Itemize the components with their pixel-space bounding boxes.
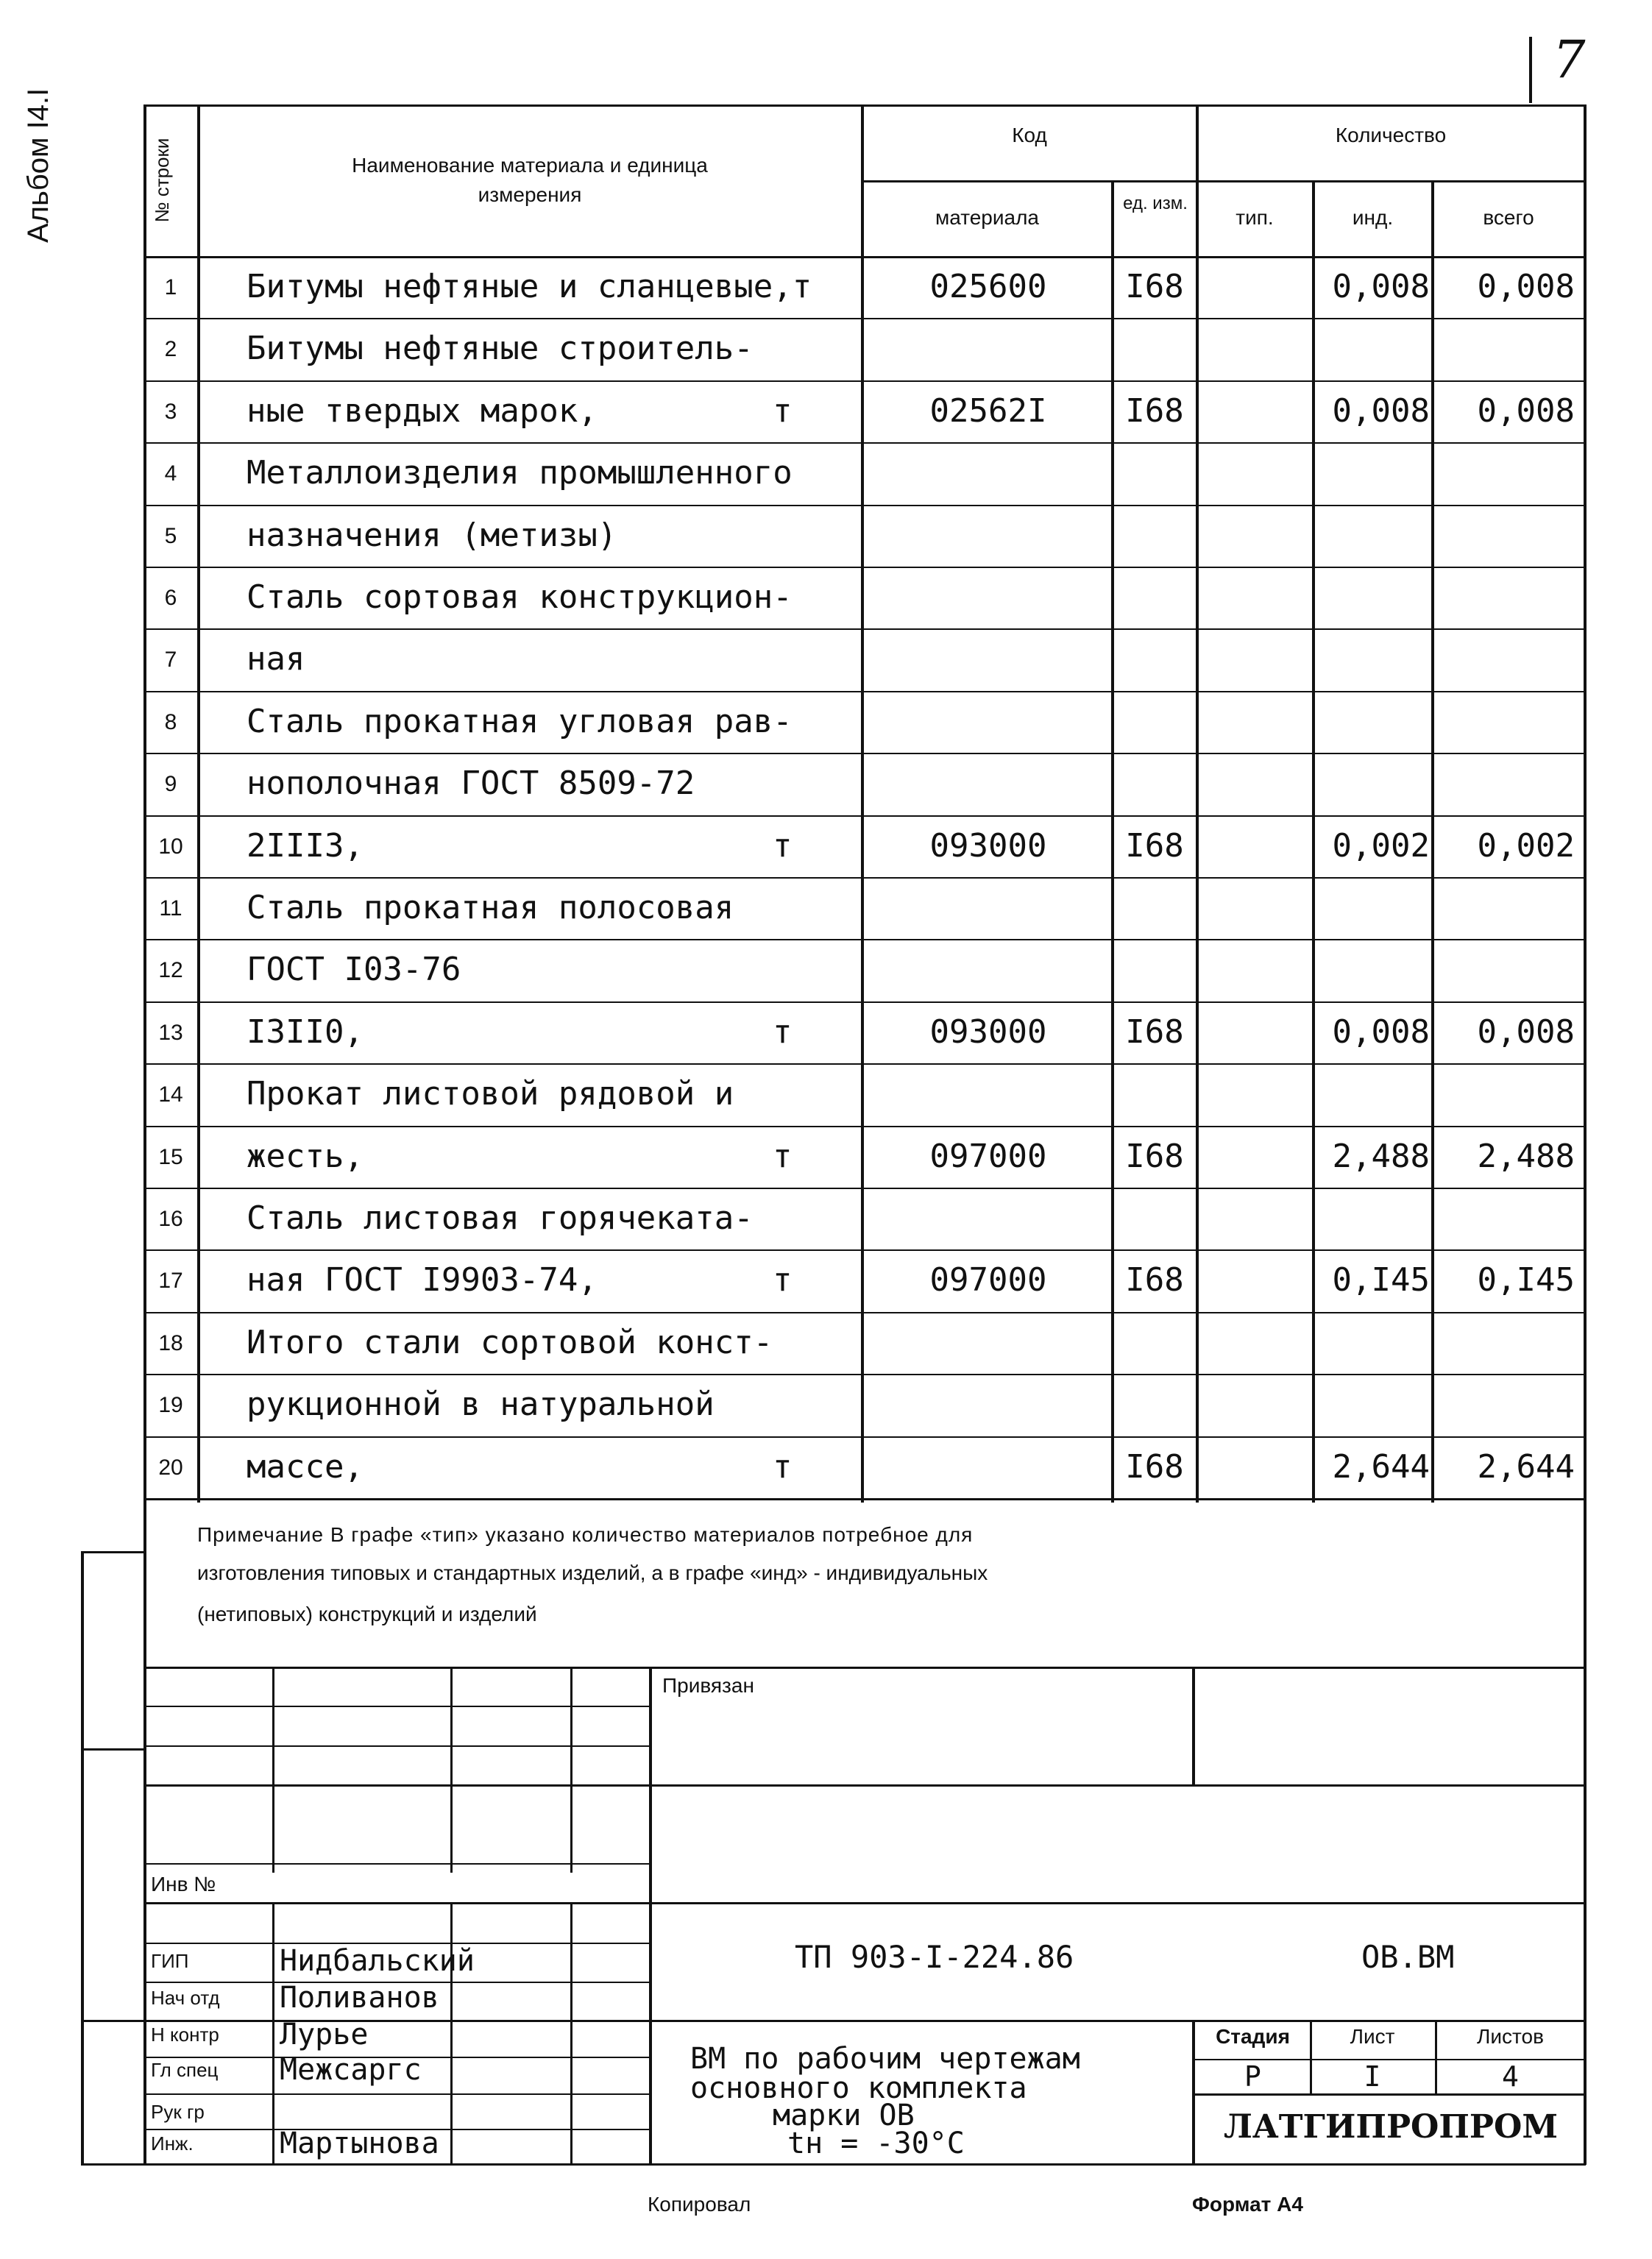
- unit-letter: т: [773, 1137, 793, 1175]
- material-name: Итого стали сортовой конст-: [247, 1323, 773, 1361]
- row-number: 16: [158, 1207, 183, 1231]
- row-separator: [143, 628, 1586, 630]
- row-separator: [143, 1312, 1586, 1313]
- row-number: 1: [164, 275, 177, 299]
- role-label: Н контр: [151, 2024, 219, 2046]
- material-name: Сталь листовая горячеката-: [247, 1199, 754, 1237]
- material-code: 097000: [929, 1261, 1047, 1299]
- material-code: 093000: [929, 1013, 1047, 1051]
- qty-ind: 0,002: [1332, 826, 1430, 865]
- header-qty-total: всего: [1483, 206, 1534, 229]
- unit-letter: т: [773, 1447, 793, 1486]
- row-separator: [143, 318, 1586, 319]
- qty-total: 0,002: [1477, 826, 1575, 865]
- row-number: 14: [158, 1082, 183, 1107]
- material-name: назначения (метизы): [247, 516, 617, 554]
- row-separator: [143, 1374, 1586, 1375]
- unit-code: I68: [1125, 391, 1184, 430]
- qty-ind: 2,488: [1332, 1137, 1430, 1175]
- qty-ind: 0,008: [1332, 391, 1430, 430]
- row-number: 2: [164, 337, 177, 362]
- inv-no-label: Инв №: [151, 1873, 216, 1895]
- role-name: Мартынова: [280, 2127, 439, 2160]
- row-number: 15: [158, 1144, 183, 1169]
- header-qty-typ: тип.: [1236, 206, 1274, 229]
- page-number: 7: [1553, 29, 1586, 90]
- row-separator: [143, 1063, 1586, 1065]
- row-separator: [143, 691, 1586, 692]
- material-name: ГОСТ I03-76: [247, 951, 461, 989]
- stage-label: Стадия: [1216, 2025, 1290, 2048]
- role-name: Нидбальский: [280, 1944, 475, 1978]
- sheets-label: Листов: [1477, 2025, 1544, 2048]
- row-number: 13: [158, 1020, 183, 1045]
- row-separator: [143, 1188, 1586, 1189]
- material-name: ные твердых марок,: [247, 391, 598, 430]
- row-separator: [143, 939, 1586, 940]
- material-name: нополочная ГОСТ 8509-72: [247, 765, 695, 803]
- qty-total: 0,008: [1477, 1013, 1575, 1051]
- title-line-4: tн = -30°С: [787, 2127, 965, 2160]
- note-line-2: изготовления типовых и стандартных изделий, а в графе «инд» - индивидуальных: [197, 1561, 988, 1584]
- header-code-material: материала: [935, 206, 1039, 229]
- material-name: Сталь прокатная угловая рав-: [247, 702, 793, 740]
- footer-copied: Копировал: [648, 2193, 751, 2216]
- material-code: 097000: [929, 1137, 1047, 1175]
- page-number-frame: [1529, 37, 1532, 103]
- note-line-1: Примечание В графе «тип» указано количество материалов потребное для: [197, 1523, 974, 1546]
- role-label: ГИП: [151, 1950, 189, 1972]
- row-separator: [143, 380, 1586, 382]
- doc-code: ТП 903-I-224.86: [795, 1939, 1074, 1975]
- material-name: ная: [247, 640, 305, 678]
- header-code-group: Код: [1012, 124, 1047, 146]
- title-line-3: марки ОВ: [773, 2099, 915, 2132]
- row-number: 6: [164, 586, 177, 610]
- unit-code: I68: [1125, 1447, 1184, 1486]
- header-qty-group: Количество: [1335, 124, 1447, 146]
- material-name: Прокат листовой рядовой и: [247, 1075, 734, 1113]
- row-number: 8: [164, 709, 177, 734]
- qty-total: 0,I45: [1477, 1261, 1575, 1299]
- unit-letter: т: [773, 1261, 793, 1299]
- material-code: 025600: [929, 268, 1047, 305]
- row-separator: [143, 1436, 1586, 1438]
- row-number: 9: [164, 772, 177, 797]
- row-separator: [143, 1126, 1586, 1127]
- qty-total: 2,488: [1477, 1137, 1575, 1175]
- unit-letter: т: [773, 391, 793, 430]
- qty-ind: 0,008: [1332, 268, 1430, 305]
- row-number: 10: [158, 834, 183, 859]
- unit-letter: т: [773, 1013, 793, 1051]
- qty-total: 2,644: [1477, 1447, 1575, 1486]
- role-label: Гл спец: [151, 2059, 219, 2081]
- sheet-value: I: [1364, 2060, 1381, 2093]
- material-name: массе,: [247, 1447, 364, 1486]
- material-name: Битумы нефтяные строитель-: [247, 330, 754, 368]
- row-separator: [143, 815, 1586, 817]
- row-number: 5: [164, 523, 177, 548]
- unit-code: I68: [1125, 1013, 1184, 1051]
- header-row-no: № строки: [151, 138, 173, 223]
- material-code: 02562I: [929, 391, 1047, 430]
- row-separator: [143, 753, 1586, 754]
- note-line-3: (нетиповых) конструкций и изделий: [197, 1603, 537, 1625]
- material-name: Сталь прокатная полосовая: [247, 889, 734, 926]
- row-number: 18: [158, 1330, 183, 1355]
- doc-mark: ОВ.ВМ: [1361, 1939, 1455, 1975]
- material-name: Металлоизделия промышленного: [247, 454, 793, 492]
- material-name: 2III3,: [247, 826, 364, 865]
- material-name: жесть,: [247, 1137, 364, 1175]
- row-number: 12: [158, 958, 183, 983]
- qty-ind: 2,644: [1332, 1447, 1430, 1486]
- row-number: 4: [164, 461, 177, 486]
- sheets-value: 4: [1502, 2060, 1519, 2093]
- role-name: Межсаргс: [280, 2053, 422, 2087]
- row-separator: [143, 567, 1586, 568]
- row-number: 19: [158, 1393, 183, 1418]
- material-name: Битумы нефтяные и сланцевые,т: [247, 268, 812, 305]
- row-separator: [143, 1001, 1586, 1003]
- material-name: Сталь сортовая конструкцион-: [247, 578, 793, 616]
- row-number: 17: [158, 1269, 183, 1294]
- qty-total: 0,008: [1477, 391, 1575, 430]
- album-label: Альбом І4.І: [22, 88, 54, 243]
- unit-letter: т: [773, 826, 793, 865]
- role-label: Инж.: [151, 2132, 194, 2155]
- material-name: ная ГОСТ I9903-74,: [247, 1261, 598, 1299]
- material-code: 093000: [929, 826, 1047, 865]
- role-label: Рук гр: [151, 2101, 205, 2123]
- title-line-1: ВМ по рабочим чертежам: [690, 2042, 1080, 2076]
- role-name: Лурье: [280, 2018, 369, 2051]
- unit-code: I68: [1125, 268, 1184, 305]
- row-number: 7: [164, 648, 177, 673]
- row-separator: [143, 505, 1586, 506]
- row-number: 11: [159, 896, 182, 921]
- header-qty-ind: инд.: [1352, 206, 1394, 229]
- qty-ind: 0,008: [1332, 1013, 1430, 1051]
- unit-code: I68: [1125, 826, 1184, 865]
- header-name: Наименование материала и единица измерения: [352, 154, 708, 206]
- role-name: Поливанов: [280, 1981, 439, 2015]
- title-line-2: основного комплекта: [690, 2071, 1027, 2105]
- privyazan-label: Привязан: [662, 1674, 754, 1697]
- row-separator: [143, 442, 1586, 444]
- stage-value: Р: [1244, 2060, 1261, 2093]
- unit-code: I68: [1125, 1137, 1184, 1175]
- organization: ЛАТГИПРОПРОМ: [1223, 2108, 1559, 2146]
- material-name: I3II0,: [247, 1013, 364, 1051]
- row-number: 20: [158, 1455, 183, 1480]
- sheet-label: Лист: [1350, 2025, 1395, 2048]
- role-label: Нач отд: [151, 1987, 220, 2009]
- material-name: рукционной в натуральной: [247, 1386, 715, 1424]
- row-number: 3: [164, 399, 177, 424]
- row-separator: [143, 1249, 1586, 1251]
- header-code-unit: ед. изм.: [1123, 194, 1188, 213]
- qty-ind: 0,I45: [1332, 1261, 1430, 1299]
- row-separator: [143, 877, 1586, 879]
- footer-format: Формат А4: [1192, 2193, 1303, 2216]
- unit-code: I68: [1125, 1261, 1184, 1299]
- qty-total: 0,008: [1477, 268, 1575, 305]
